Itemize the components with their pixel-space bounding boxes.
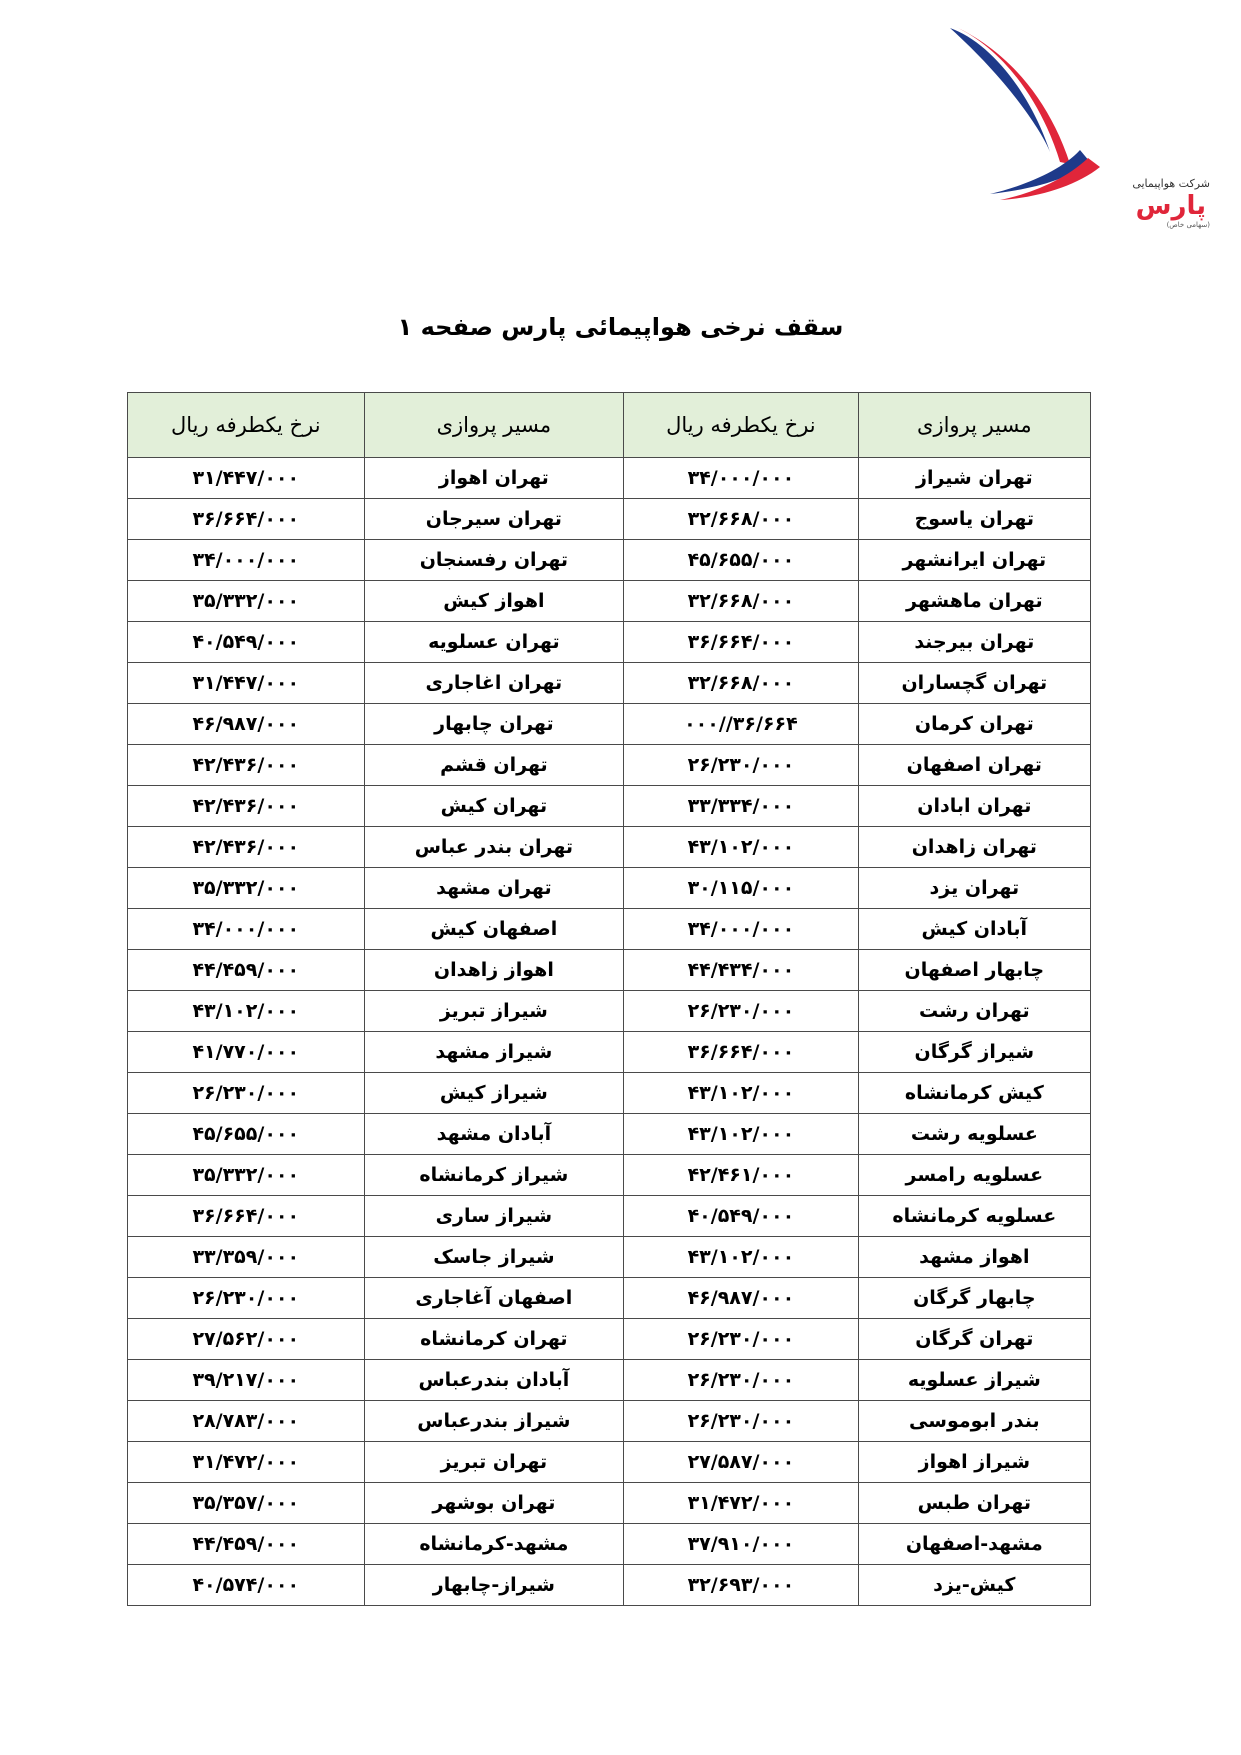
route-cell: آبادان مشهد (364, 1114, 624, 1155)
route-cell: تهران اغاجاری (364, 663, 624, 704)
route-cell: شیراز مشهد (364, 1032, 624, 1073)
fare-cell: ۴۰/۵۴۹/۰۰۰ (624, 1196, 858, 1237)
table-row (128, 499, 1091, 540)
table-row (128, 540, 1091, 581)
route-cell: عسلویه کرمانشاه (858, 1196, 1090, 1237)
fare-cell: ۳۲/۶۶۸/۰۰۰ (624, 581, 858, 622)
fare-cell: ۳۶/۶۶۴/۰۰۰ (624, 1032, 858, 1073)
route-cell: تهران رفسنجان (364, 540, 624, 581)
fare-cell: ۳۵/۳۳۲/۰۰۰ (128, 1155, 365, 1196)
table-row (128, 1565, 1091, 1606)
table-row (128, 1114, 1091, 1155)
fare-cell: ۴۲/۴۳۶/۰۰۰ (128, 745, 365, 786)
route-cell: تهران ماهشهر (858, 581, 1090, 622)
route-cell: تهران چابهار (364, 704, 624, 745)
route-cell: شیراز ساری (364, 1196, 624, 1237)
route-cell: بندر ابوموسی (858, 1401, 1090, 1442)
fare-cell: ۳۶/۶۶۴/۰۰۰ (128, 499, 365, 540)
route-cell: چابهار گرگان (858, 1278, 1090, 1319)
route-cell: تهران قشم (364, 745, 624, 786)
table-row (128, 1360, 1091, 1401)
fare-cell: ۲۶/۲۳۰/۰۰۰ (624, 991, 858, 1032)
fare-cell: ۴۳/۱۰۲/۰۰۰ (624, 1237, 858, 1278)
fare-cell: ۳۵/۳۵۷/۰۰۰ (128, 1483, 365, 1524)
route-cell: تهران ایرانشهر (858, 540, 1090, 581)
header-fare-1: نرخ یکطرفه ریال (624, 393, 858, 458)
fare-table-header-row (128, 393, 1091, 458)
fare-cell: ۴۵/۶۵۵/۰۰۰ (128, 1114, 365, 1155)
route-cell: تهران یزد (858, 868, 1090, 909)
fare-cell: ۳۱/۴۴۷/۰۰۰ (128, 663, 365, 704)
fare-cell: ۳۴/۰۰۰/۰۰۰ (624, 909, 858, 950)
logo-company-label: شرکت هواپیمایی (1132, 177, 1210, 190)
route-cell: تهران کرمان (858, 704, 1090, 745)
fare-cell: ۳۵/۳۳۲/۰۰۰ (128, 868, 365, 909)
route-cell: تهران شیراز (858, 458, 1090, 499)
route-cell: تهران رشت (858, 991, 1090, 1032)
company-logo (950, 22, 1210, 229)
fare-table (127, 392, 1091, 1606)
table-row (128, 1073, 1091, 1114)
fare-cell: ۴۲/۴۳۶/۰۰۰ (128, 786, 365, 827)
route-cell: کیش کرمانشاه (858, 1073, 1090, 1114)
route-cell: اهواز کیش (364, 581, 624, 622)
table-row (128, 1483, 1091, 1524)
route-cell: شیراز گرگان (858, 1032, 1090, 1073)
route-cell: اصفهان کیش (364, 909, 624, 950)
route-cell: کیش-یزد (858, 1565, 1090, 1606)
route-cell: عسلویه رشت (858, 1114, 1090, 1155)
table-row (128, 991, 1091, 1032)
table-row (128, 745, 1091, 786)
route-cell: تهران تبریز (364, 1442, 624, 1483)
fare-cell: ۴۲/۴۶۱/۰۰۰ (624, 1155, 858, 1196)
route-cell: تهران کرمانشاه (364, 1319, 624, 1360)
route-cell: شیراز عسلویه (858, 1360, 1090, 1401)
table-row (128, 704, 1091, 745)
route-cell: تهران اصفهان (858, 745, 1090, 786)
route-cell: تهران یاسوج (858, 499, 1090, 540)
fare-cell: ۳۷/۹۱۰/۰۰۰ (624, 1524, 858, 1565)
fare-cell: ۴۱/۷۷۰/۰۰۰ (128, 1032, 365, 1073)
route-cell: شیراز-چابهار (364, 1565, 624, 1606)
route-cell: تهران گرگان (858, 1319, 1090, 1360)
route-cell: شیراز جاسک (364, 1237, 624, 1278)
route-cell: تهران زاهدان (858, 827, 1090, 868)
route-cell: چابهار اصفهان (858, 950, 1090, 991)
route-cell: تهران عسلویه (364, 622, 624, 663)
table-row (128, 868, 1091, 909)
fare-cell: ۳۶/۶۶۴//۰۰۰ (624, 704, 858, 745)
table-row (128, 1278, 1091, 1319)
fare-cell: ۴۴/۴۵۹/۰۰۰ (128, 1524, 365, 1565)
route-cell: آبادان بندرعباس (364, 1360, 624, 1401)
route-cell: تهران بوشهر (364, 1483, 624, 1524)
table-row (128, 1319, 1091, 1360)
fare-cell: ۴۳/۱۰۲/۰۰۰ (624, 827, 858, 868)
fare-cell: ۲۷/۵۶۲/۰۰۰ (128, 1319, 365, 1360)
fare-cell: ۴۶/۹۸۷/۰۰۰ (128, 704, 365, 745)
fare-cell: ۲۶/۲۳۰/۰۰۰ (624, 1319, 858, 1360)
route-cell: تهران گچساران (858, 663, 1090, 704)
table-row (128, 1237, 1091, 1278)
table-row (128, 786, 1091, 827)
route-cell: عسلویه رامسر (858, 1155, 1090, 1196)
table-row (128, 1032, 1091, 1073)
logo-brand-name: پارس (1135, 191, 1206, 221)
route-cell: اهواز مشهد (858, 1237, 1090, 1278)
fare-cell: ۲۶/۲۳۰/۰۰۰ (624, 745, 858, 786)
fare-cell: ۳۶/۶۶۴/۰۰۰ (624, 622, 858, 663)
header-route-1: مسیر پروازی (858, 393, 1090, 458)
fare-cell: ۳۳/۳۳۴/۰۰۰ (624, 786, 858, 827)
table-row (128, 663, 1091, 704)
fare-cell: ۳۹/۲۱۷/۰۰۰ (128, 1360, 365, 1401)
fare-table-body (128, 458, 1091, 1606)
route-cell: تهران بندر عباس (364, 827, 624, 868)
table-row (128, 1196, 1091, 1237)
route-cell: تهران اهواز (364, 458, 624, 499)
fare-cell: ۲۶/۲۳۰/۰۰۰ (128, 1278, 365, 1319)
logo-text (1070, 172, 1210, 229)
route-cell: شیراز کیش (364, 1073, 624, 1114)
fare-cell: ۳۵/۳۳۲/۰۰۰ (128, 581, 365, 622)
fare-cell: ۳۴/۰۰۰/۰۰۰ (128, 540, 365, 581)
fare-cell: ۳۲/۶۶۸/۰۰۰ (624, 663, 858, 704)
fare-cell: ۴۰/۵۴۹/۰۰۰ (128, 622, 365, 663)
header-route-2: مسیر پروازی (364, 393, 624, 458)
route-cell: اهواز زاهدان (364, 950, 624, 991)
fare-cell: ۲۸/۷۸۳/۰۰۰ (128, 1401, 365, 1442)
table-row (128, 909, 1091, 950)
table-row (128, 1524, 1091, 1565)
fare-cell: ۴۴/۴۵۹/۰۰۰ (128, 950, 365, 991)
route-cell: شیراز کرمانشاه (364, 1155, 624, 1196)
route-cell: مشهد-کرمانشاه (364, 1524, 624, 1565)
fare-cell: ۳۴/۰۰۰/۰۰۰ (624, 458, 858, 499)
fare-cell: ۳۰/۱۱۵/۰۰۰ (624, 868, 858, 909)
fare-cell: ۴۰/۵۷۴/۰۰۰ (128, 1565, 365, 1606)
logo-subtitle: (سهامی خاص) (1166, 221, 1210, 229)
fare-cell: ۳۱/۴۴۷/۰۰۰ (128, 458, 365, 499)
route-cell: آبادان کیش (858, 909, 1090, 950)
page-title: سقف نرخی هواپیمائی پارس صفحه ۱ (397, 313, 844, 341)
route-cell: تهران ابادان (858, 786, 1090, 827)
fare-cell: ۴۲/۴۳۶/۰۰۰ (128, 827, 365, 868)
route-cell: تهران بیرجند (858, 622, 1090, 663)
fare-cell: ۴۶/۹۸۷/۰۰۰ (624, 1278, 858, 1319)
fare-cell: ۲۷/۵۸۷/۰۰۰ (624, 1442, 858, 1483)
fare-cell: ۲۶/۲۳۰/۰۰۰ (128, 1073, 365, 1114)
table-row (128, 950, 1091, 991)
fare-cell: ۳۲/۶۹۳/۰۰۰ (624, 1565, 858, 1606)
route-cell: تهران کیش (364, 786, 624, 827)
fare-cell: ۲۶/۲۳۰/۰۰۰ (624, 1360, 858, 1401)
route-cell: تهران سیرجان (364, 499, 624, 540)
route-cell: تهران مشهد (364, 868, 624, 909)
fare-cell: ۳۳/۳۵۹/۰۰۰ (128, 1237, 365, 1278)
fare-cell: ۴۳/۱۰۲/۰۰۰ (128, 991, 365, 1032)
table-row (128, 458, 1091, 499)
route-cell: شیراز اهواز (858, 1442, 1090, 1483)
route-cell: مشهد-اصفهان (858, 1524, 1090, 1565)
fare-cell: ۴۳/۱۰۲/۰۰۰ (624, 1073, 858, 1114)
fare-cell: ۴۴/۴۳۴/۰۰۰ (624, 950, 858, 991)
table-row (128, 622, 1091, 663)
route-cell: شیراز بندرعباس (364, 1401, 624, 1442)
table-row (128, 1401, 1091, 1442)
table-row (128, 1442, 1091, 1483)
fare-cell: ۳۱/۴۷۲/۰۰۰ (624, 1483, 858, 1524)
fare-cell: ۳۶/۶۶۴/۰۰۰ (128, 1196, 365, 1237)
fare-cell: ۲۶/۲۳۰/۰۰۰ (624, 1401, 858, 1442)
table-row (128, 581, 1091, 622)
fare-cell: ۴۳/۱۰۲/۰۰۰ (624, 1114, 858, 1155)
header-fare-2: نرخ یکطرفه ریال (128, 393, 365, 458)
route-cell: شیراز تبریز (364, 991, 624, 1032)
table-row (128, 1155, 1091, 1196)
route-cell: تهران طبس (858, 1483, 1090, 1524)
fare-cell: ۳۲/۶۶۸/۰۰۰ (624, 499, 858, 540)
table-row (128, 827, 1091, 868)
route-cell: اصفهان آغاجاری (364, 1278, 624, 1319)
fare-cell: ۴۵/۶۵۵/۰۰۰ (624, 540, 858, 581)
fare-cell: ۳۱/۴۷۲/۰۰۰ (128, 1442, 365, 1483)
fare-cell: ۳۴/۰۰۰/۰۰۰ (128, 909, 365, 950)
